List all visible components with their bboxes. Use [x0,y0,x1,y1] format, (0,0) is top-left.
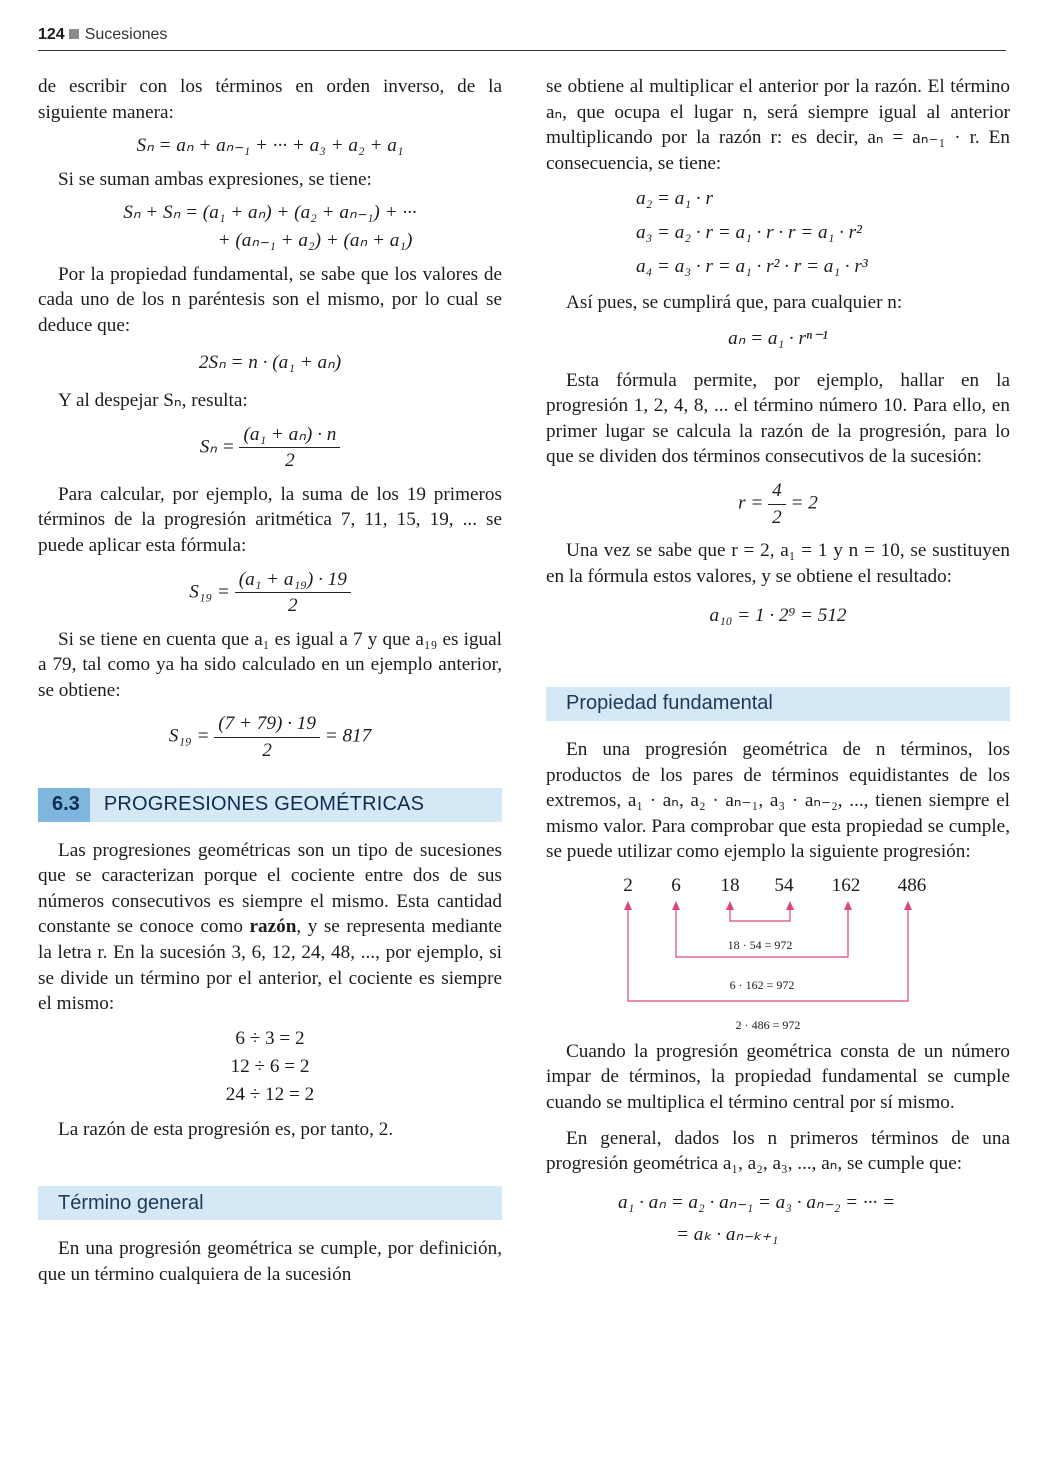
equation [546,478,1010,530]
equation [38,422,502,474]
equation-block [546,182,1010,284]
section-number: 6.3 [38,788,90,822]
sequence-term: 6 [671,874,681,896]
equation-lhs: S₁₉ = [168,725,210,747]
equation-lhs: Sₙ = [199,436,235,458]
paragraph: se obtiene al multiplicar el anterior por la razón. El término aₙ, que ocupa el lugar n, será siempre igual al anterior multiplicando por la razón r: es decir, aₙ = aₙ₋₁ · r. En consecuencia, se tiene: [546,76,1010,174]
subsection-heading: Término general [38,1186,502,1220]
paragraph: Esta fórmula permite, por ejemplo, hallar en la progresión 1, 2, 4, 8, ... el término número 10. Para ello, en primer lugar se calcula la razón de la progresión, para lo que se dividen dos términos consecutivos de la sucesión: [546,369,1010,468]
division-line: 24 ÷ 12 = 2 [225,1083,315,1105]
paragraph: Cuando la progresión geométrica consta de un número impar de términos, la propiedad fundamental se cumple cuando se multiplica el término central por sí mismo. [546,1040,1010,1114]
denominator: 2 [772,506,782,528]
paragraph: Así pues, se cumplirá que, para cualquier n: [566,292,903,314]
paragraph: de escribir con los términos en orden inverso, de la siguiente manera: [38,76,502,123]
paragraph: Por la propiedad fundamental, se sabe que los valores de cada uno de los n paréntesis son el mismo, por lo cual se deduce que: [38,263,502,336]
bold-term: razón [249,916,297,938]
pair-product-label: 18 · 54 = 972 [727,937,793,952]
division-line: 12 ÷ 6 = 2 [230,1055,310,1077]
fraction [235,567,351,619]
equation-lhs: S₁₉ = [189,581,230,602]
left-column [38,74,502,1288]
equation [38,567,502,619]
equation: = aₖ · aₙ₋ₖ₊₁ [676,1223,779,1245]
section-heading [38,788,502,822]
sequence-term: 54 [774,874,794,896]
paragraph: Y al despejar Sₙ, resulta: [58,389,248,411]
equation [38,711,502,763]
equation: a₁₀ = 1 · 2⁹ = 512 [709,605,847,627]
header-square-icon [69,29,79,39]
equation: 2Sₙ = n · (a₁ + aₙ) [198,352,342,374]
denominator: 2 [287,595,298,617]
sequence-term: 2 [623,874,633,896]
fraction [214,711,320,763]
numerator: (a₁ + aₙ) · n [239,422,340,449]
subsection-heading: Propiedad fundamental [546,687,1010,721]
paragraph: Para calcular, por ejemplo, la suma de los 19 primeros términos de la progresión aritmética 7, 11, 15, 19, ... se puede aplicar esta fórmula: [38,483,502,556]
sequence-term: 18 [720,874,740,896]
numerator: (a₁ + a₁₉) · 19 [235,567,351,594]
pair-product-label: 2 · 486 = 972 [735,1017,801,1032]
connector-18-54 [730,909,790,921]
section-title: PROGRESIONES GEOMÉTRICAS [103,792,425,815]
equation-rhs: = 817 [324,725,372,747]
paragraph: En una progresión geométrica de n términos, los productos de los pares de términos equidistantes de los extremos, a₁ · aₙ, a₂ · aₙ₋₁, a₃ · aₙ₋₂, ..., tienen siempre el mismo valor. Para comprobar que esta propiedad se cumple, se puede utilizar como ejemplo la siguiente progresión: [546,738,1010,863]
denominator: 2 [285,450,295,472]
equation: + (aₙ₋₁ + a₂) + (aₙ + a₁) [217,229,413,251]
division-line: 6 ÷ 3 = 2 [235,1027,305,1049]
arrow-head-icon [904,901,912,910]
paragraph: En general, dados los n primeros términos de una progresión geométrica a₁, a₂, a₃, ..., aₙ, se cumple que: [546,1127,1010,1175]
page-number: 124 [38,26,65,43]
fraction [239,422,340,474]
paragraph: Las progresiones geométricas son un tipo de sucesiones que se caracterizan porque el cociente entre dos de sus números consecutivos es siempre el mismo. Esta cantidad constante se conoce como razón, y se representa mediante la letra r. En la sucesión 3, 6, 12, 24, 48, ..., por ejemplo, si se divide un término por el anterior, el cociente es siempre el mismo: [38,839,502,1015]
paragraph: Si se suman ambas expresiones, se tiene: [58,168,372,190]
arrow-head-icon [726,901,734,910]
right-column [546,74,1010,1251]
numerator: 4 [768,478,786,505]
denominator: 2 [262,740,272,762]
equation: a₄ = a₃ · r = a₁ · r² · r = a₁ · r³ [636,256,868,278]
arrow-head-icon [786,901,794,910]
arrow-head-icon [844,901,852,910]
equation: a₂ = a₁ · r [636,188,713,210]
arrow-head-icon [672,901,680,910]
paragraph: La razón de esta progresión es, por tanto, 2. [58,1118,394,1140]
product-pairs-diagram [546,873,1010,1033]
paragraph: Si se tiene en cuenta que a₁ es igual a 7 y que a₁₉ es igual a 79, tal como ya ha sido calculado en un ejemplo anterior, se obtiene: [38,628,502,701]
equation-lhs: r = [738,492,764,514]
fraction [768,478,786,530]
equation: Sₙ + Sₙ = (a₁ + aₙ) + (a₂ + aₙ₋₁) + ··· [123,202,417,224]
equation: aₙ = a₁ · rⁿ⁻¹ [728,327,828,349]
section-name: Sucesiones [84,26,168,43]
sequence-term: 486 [897,874,927,896]
paragraph: En una progresión geométrica se cumple, por definición, que un término cualquiera de la sucesión [38,1238,502,1285]
page-header [38,26,1006,51]
equation: a₃ = a₂ · r = a₁ · r · r = a₁ · r² [636,222,862,244]
sequence-term: 162 [831,874,861,896]
equation: Sₙ = aₙ + aₙ₋₁ + ··· + a₃ + a₂ + a₁ [136,135,404,157]
division-list [38,1025,502,1109]
equation-block [546,1187,1010,1251]
pair-product-label: 6 · 162 = 972 [729,977,795,992]
equation: a₁ · aₙ = a₂ · aₙ₋₁ = a₃ · aₙ₋₂ = ··· = [618,1191,896,1213]
arrow-head-icon [624,901,632,910]
paragraph: Una vez se sabe que r = 2, a₁ = 1 y n = 10, se sustituyen en la fórmula estos valores, y se obtiene el resultado: [546,540,1010,587]
equation-rhs: = 2 [790,492,818,514]
numerator: (7 + 79) · 19 [214,711,320,738]
